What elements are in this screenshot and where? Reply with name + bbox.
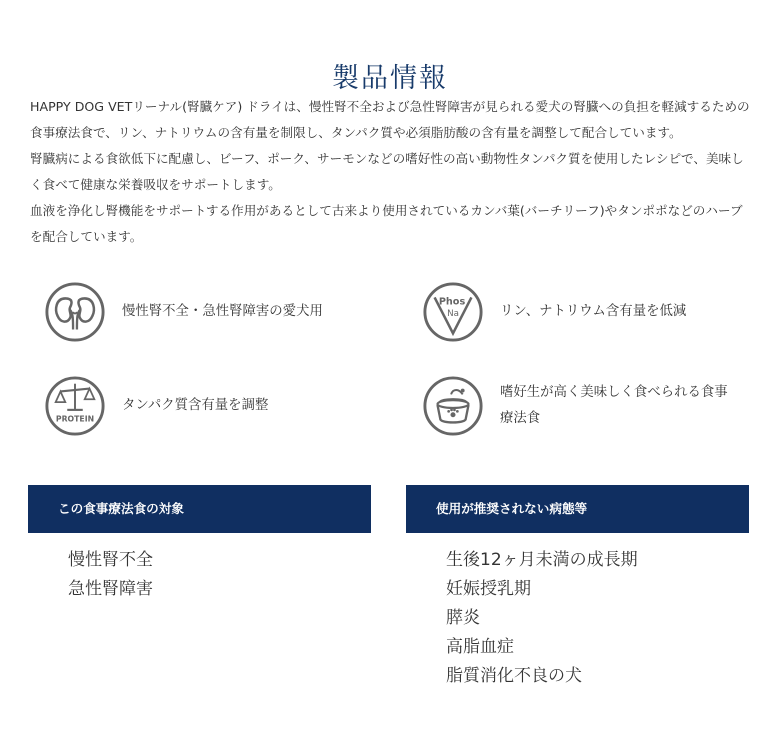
description-paragraph: HAPPY DOG VETリーナル(腎臓ケア) ドライは、慢性腎不全および急性腎障害が見られる愛犬の腎臓への負担を軽減するための食事療法食で、リン、ナトリウムの含有量を制限し、タンパク質や必須脂肪酸の含有量を調整して配合しています。 [30, 99, 750, 140]
feature-label: 慢性腎不全・急性腎障害の愛犬用 [122, 304, 323, 319]
protein-scale-icon [44, 375, 106, 437]
protein-text: PROTEIN [55, 414, 95, 424]
dog-bowl-icon [422, 375, 484, 437]
list-item: 慢性腎不全 [68, 550, 153, 570]
list-item: 高脂血症 [446, 637, 514, 657]
feature-label: リン、ナトリウム含有量を低減 [500, 304, 687, 319]
na-text: Na [447, 308, 459, 319]
feature-protein [44, 375, 268, 437]
phos-na-reduced-icon [422, 281, 484, 343]
feature-label: タンパク質含有量を調整 [122, 398, 269, 413]
feature-phos-na [422, 281, 686, 343]
list-item: 急性腎障害 [68, 579, 153, 599]
feature-label: 嗜好生が高く美味しく食べられる食事療法食 [500, 385, 728, 426]
not-recommended-panel-header: 使用が推奨されない病態等 [406, 485, 749, 533]
list-item: 脂質消化不良の犬 [446, 666, 582, 686]
feature-palatable [422, 375, 730, 437]
not-recommended-list [446, 546, 638, 691]
target-panel-header: この食事療法食の対象 [28, 485, 371, 533]
list-item: 生後12ヶ月未満の成長期 [446, 550, 638, 570]
description-paragraph: 血液を浄化し腎機能をサポートする作用があるとして古来より使用されているカンバ葉(バーチリーフ)やタンポポなどのハーブを配合しています。 [30, 203, 743, 244]
kidney-icon [44, 281, 106, 343]
target-list [68, 546, 153, 604]
description-paragraph: 腎臓病による食欲低下に配慮し、ビーフ、ポーク、サーモンなどの嗜好性の高い動物性タンパク質を使用したレシピで、美味しく食べて健康な栄養吸収をサポートします。 [30, 151, 744, 192]
feature-kidney [44, 281, 323, 343]
phos-text: Phos [438, 296, 466, 308]
product-description [30, 94, 755, 250]
page-title: 製品情報 [332, 63, 448, 95]
list-item: 膵炎 [446, 608, 480, 628]
list-item: 妊娠授乳期 [446, 579, 531, 599]
